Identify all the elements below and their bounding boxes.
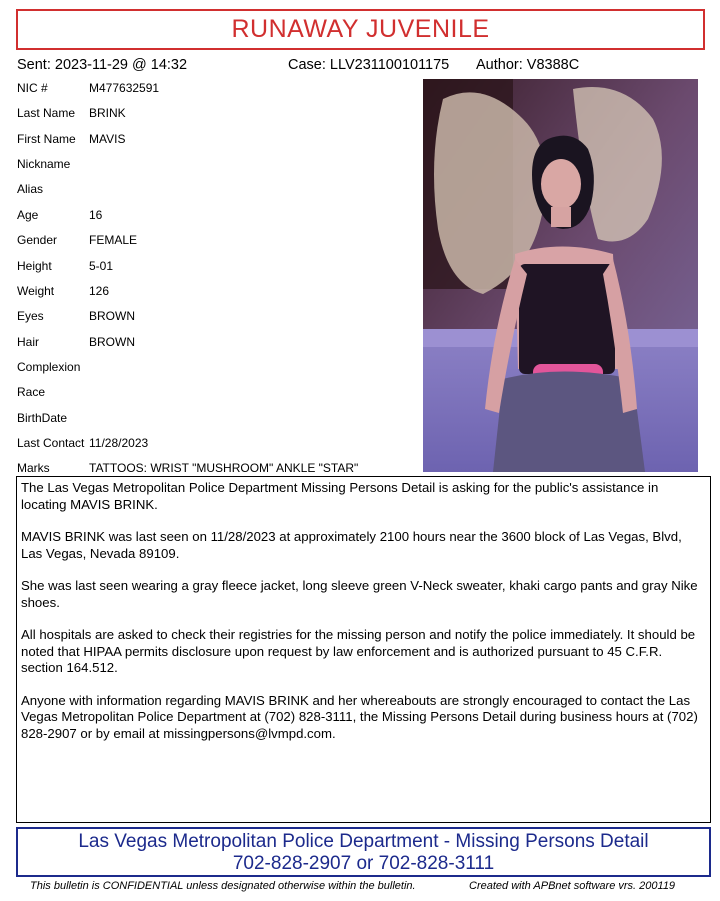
narrative-paragraph: All hospitals are asked to check their registries for the missing person and notify the police immediately. It should be noted that HIPAA permits disclosure upon request by law enforcement and is authorized pursuant to 45 C.F.R. section 164.512. [21, 627, 696, 675]
field-label: Last Name [17, 106, 76, 120]
field-label: Nickname [17, 157, 71, 171]
field-label: Alias [17, 182, 44, 196]
field-value: M477632591 [89, 81, 160, 95]
field-label: Weight [17, 284, 55, 298]
field-label: Height [17, 259, 52, 273]
bulletin-meta-line [17, 57, 705, 77]
bulletin-title-box [16, 9, 705, 50]
field-label: Gender [17, 233, 58, 247]
field-label: First Name [17, 132, 76, 146]
confidential-notice: This bulletin is CONFIDENTIAL unless designated otherwise within the bulletin. [30, 880, 416, 892]
footer-phones: 702-828-2907 or 702-828-3111 [232, 853, 495, 874]
field-value: MAVIS [89, 132, 126, 146]
software-credit: Created with APBnet software vrs. 200119 [469, 880, 676, 892]
footer-agency: Las Vegas Metropolitan Police Department - Missing Persons Detail [78, 831, 649, 852]
field-value: 16 [89, 208, 103, 222]
field-value: BROWN [89, 309, 135, 323]
field-label: Last Contact [17, 436, 85, 450]
field-label: Eyes [17, 309, 44, 323]
field-value: FEMALE [89, 233, 138, 247]
field-label: Age [17, 208, 39, 222]
bulletin-title: RUNAWAY JUVENILE [231, 15, 490, 43]
field-label: Hair [17, 335, 40, 349]
narrative-paragraph: She was last seen wearing a gray fleece jacket, long sleeve green V-Neck sweater, khaki cargo pants and gray Nike shoes. [21, 578, 698, 610]
narrative-paragraph: MAVIS BRINK was last seen on 11/28/2023 at approximately 2100 hours near the 3600 block of Las Vegas, Blvd, Las Vegas, Nevada 89109. [21, 529, 682, 561]
field-label: BirthDate [17, 411, 68, 425]
field-label: Complexion [17, 360, 81, 374]
sent-datetime: Sent: 2023-11-29 @ 14:32 [17, 57, 188, 73]
field-value: 126 [89, 284, 110, 298]
case-number: Case: LLV231100101175 [288, 57, 450, 73]
field-value: 5-01 [89, 259, 114, 273]
narrative-paragraph: Anyone with information regarding MAVIS BRINK and her whereabouts are strongly encouraged to contact the Las Vegas Metropolitan Police Department at (702) 828-3111, the Missing Persons Detail during business hours at (702) 828-2907 or by email at missingpersons@lvmpd.com. [21, 692, 698, 741]
field-value: 11/28/2023 [89, 436, 149, 450]
contact-footer [16, 827, 711, 877]
author-id: Author: V8388C [476, 57, 580, 73]
field-label: Race [17, 385, 46, 399]
narrative-paragraph: The Las Vegas Metropolitan Police Department Missing Persons Detail is asking for the public's assistance in locating MAVIS BRINK. [21, 480, 659, 512]
narrative-box [16, 476, 711, 823]
field-label: Marks [17, 461, 50, 475]
subject-photo [423, 79, 698, 472]
field-label: NIC # [17, 81, 48, 95]
field-value: BROWN [89, 335, 135, 349]
field-value: TATTOOS: WRIST "MUSHROOM" ANKLE "STAR" [89, 461, 359, 475]
field-value: BRINK [89, 106, 126, 120]
